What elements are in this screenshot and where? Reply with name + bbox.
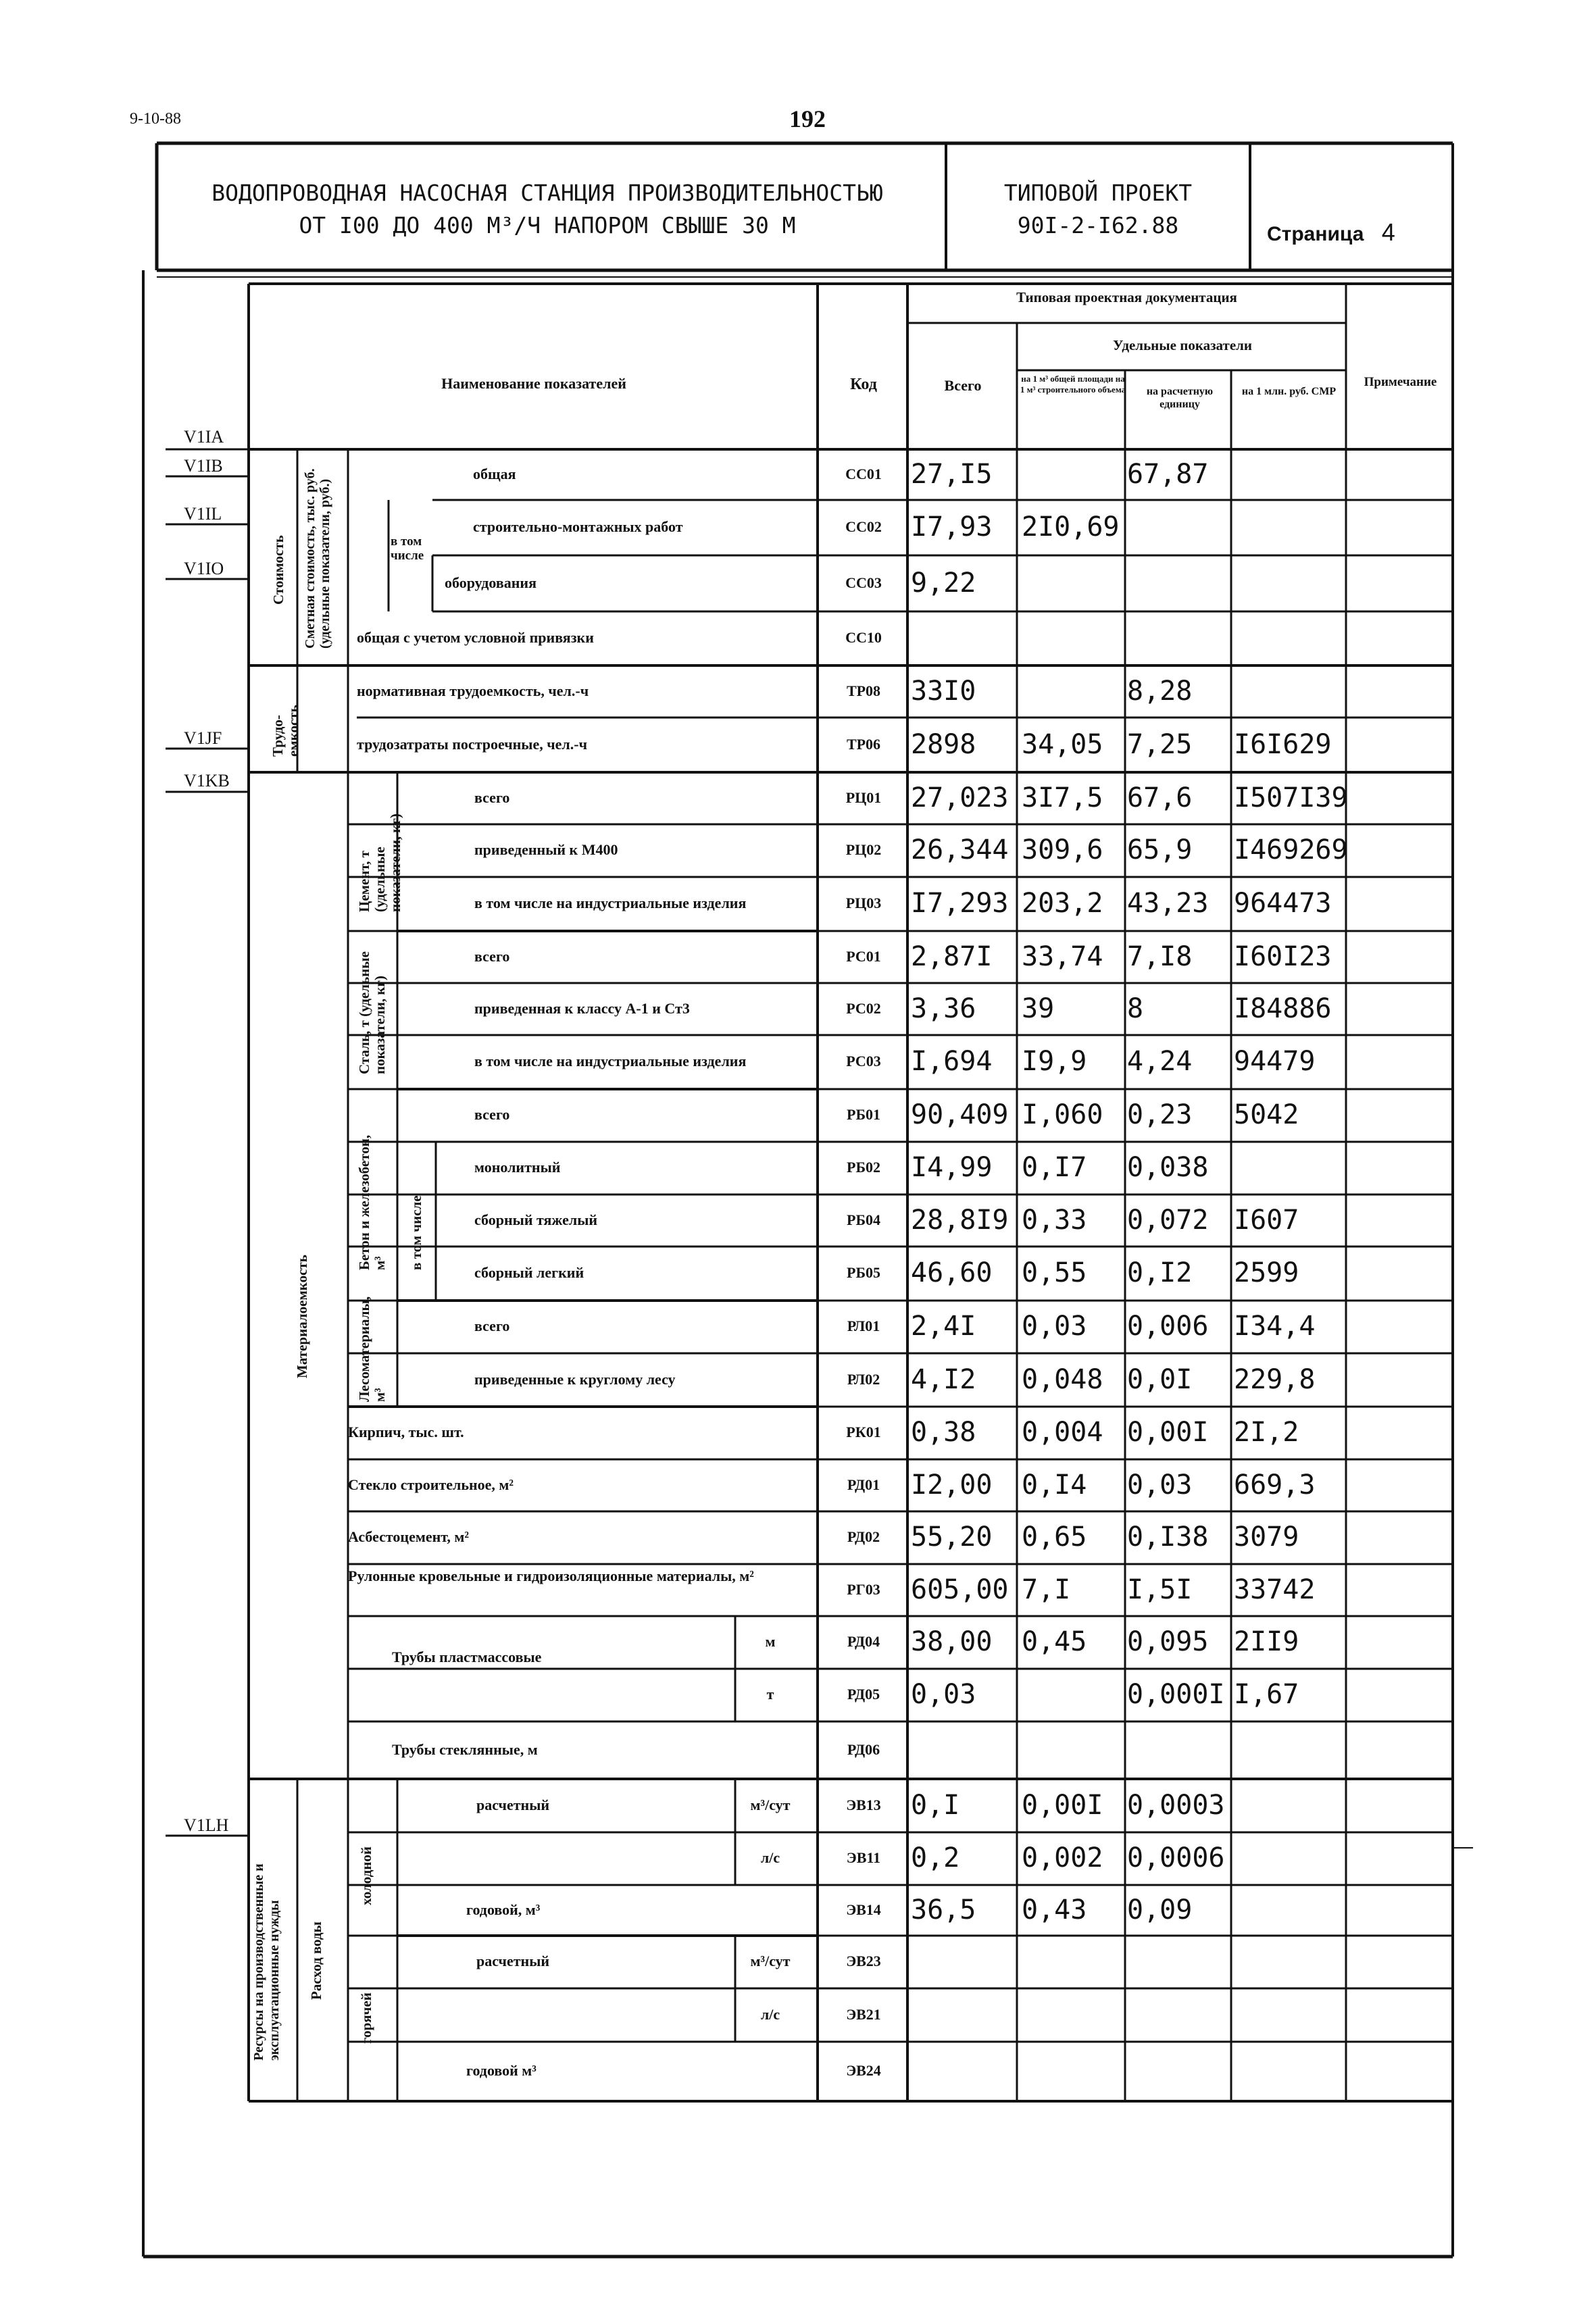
indicator-name: монолитный [474, 1159, 561, 1176]
indicator-code: РС01 [846, 947, 881, 965]
value-per-mln: I507I39 [1234, 782, 1348, 813]
value-per-m3: 3I7,5 [1022, 782, 1103, 813]
group-cold: холодной [358, 1846, 374, 1905]
value-per-mln: I84886 [1234, 992, 1332, 1024]
indicator-code: РД06 [847, 1740, 880, 1758]
title-line-2: ОТ I00 ДО 400 М³/Ч НАПОРОМ СВЫШЕ 30 М [299, 211, 796, 238]
title-line-1: ВОДОПРОВОДНАЯ НАСОСНАЯ СТАНЦИЯ ПРОИЗВОДИТЕЛЬНОСТЬЮ [211, 180, 883, 206]
header-typical-doc: Типовая проектная документация [1016, 289, 1237, 305]
indicator-name: Стекло строительное, м² [348, 1476, 514, 1493]
value-total: 2898 [911, 728, 976, 760]
header-per-unit: на расчетную единицу [1146, 386, 1214, 411]
indicator-name: сборный тяжелый [474, 1211, 598, 1228]
indicator-name: приведенный к М400 [474, 841, 618, 858]
header-code: Код [850, 376, 877, 393]
indicator-name: общая [473, 465, 516, 482]
value-total: 28,8I9 [911, 1204, 1009, 1236]
indicator-name: приведенные к круглому лесу [474, 1370, 676, 1388]
value-per-m3: I,060 [1022, 1099, 1103, 1130]
group-estimate-cost: Сметная стоимость, тыс. руб. (удельные показатели, руб.) [303, 468, 332, 649]
indicator-code: РД01 [847, 1476, 880, 1493]
value-per-m3: 39 [1022, 992, 1055, 1024]
in-that-label: в том числе [391, 534, 424, 563]
value-per-unit: 43,23 [1127, 888, 1209, 919]
group-timber: Лесоматериалы, м³ [356, 1296, 389, 1402]
indicator-code: СС03 [845, 574, 882, 591]
value-total: 9,22 [911, 567, 976, 599]
value-total: 3,36 [911, 992, 976, 1024]
value-total: 55,20 [911, 1521, 993, 1553]
project-block [949, 177, 1247, 242]
indicator-code: РК01 [846, 1424, 881, 1440]
value-total: 38,00 [911, 1626, 993, 1657]
value-total: 0,I [911, 1789, 960, 1821]
indicator-name: всего [474, 788, 510, 806]
group-concrete-in: в том числе [408, 1195, 424, 1270]
indicator-name: сборный легкий [474, 1264, 584, 1281]
side-code-v1il: V1IL [184, 504, 222, 524]
group-material: Материалоемкость [294, 1255, 310, 1378]
group-concrete: Бетон и железобетон, м³ [356, 1134, 389, 1270]
indicator-name: Трубы пластмассовые [392, 1649, 542, 1665]
indicator-code: РГ03 [847, 1580, 880, 1598]
value-per-unit: 7,I8 [1127, 940, 1193, 972]
indicator-name: годовой м³ [466, 2062, 537, 2079]
value-total: 36,5 [911, 1894, 976, 1926]
indicator-code: ЭВ24 [846, 2062, 881, 2079]
indicator-code: ЭВ21 [846, 2005, 881, 2023]
group-resources: Ресурсы на производственные и эксплуатационные нужды [251, 1863, 282, 2061]
header-note: Примечание [1364, 375, 1437, 389]
side-code-v1lh: V1LH [184, 1815, 229, 1835]
value-per-unit: 0,03 [1127, 1469, 1193, 1501]
value-per-unit: 8 [1127, 992, 1144, 1024]
value-per-m3: 0,004 [1022, 1417, 1103, 1448]
unit-label: м [765, 1633, 776, 1650]
indicator-name: общая с учетом условной привязки [357, 629, 594, 646]
value-total: 605,00 [911, 1574, 1009, 1605]
value-per-m3: 0,I4 [1022, 1469, 1087, 1501]
value-per-mln: 2599 [1234, 1257, 1299, 1288]
value-total: 0,03 [911, 1679, 976, 1710]
indicator-name: расчетный [476, 1796, 550, 1813]
value-total: I,694 [911, 1046, 993, 1077]
value-total: 0,2 [911, 1842, 960, 1873]
value-per-unit: I,5I [1127, 1574, 1193, 1605]
value-per-m3: 0,002 [1022, 1842, 1103, 1873]
value-total: 33I0 [911, 675, 976, 707]
value-per-unit: 0,0I [1127, 1363, 1193, 1395]
indicator-code: РЛ01 [847, 1317, 880, 1334]
header-total: Всего [944, 377, 982, 394]
value-per-m3: 0,03 [1022, 1311, 1087, 1342]
group-cement: Цемент, т (удельные показатели, кг) [356, 813, 404, 912]
value-per-mln: 94479 [1234, 1046, 1316, 1077]
value-per-unit: 0,23 [1127, 1099, 1193, 1130]
value-total: 0,38 [911, 1417, 976, 1448]
group-steel: Сталь, т (удельные показатели, кг) [356, 951, 389, 1074]
indicator-name: всего [474, 947, 510, 965]
indicator-code: РС03 [846, 1053, 881, 1070]
unit-label: л/с [760, 1849, 780, 1866]
indicator-name: оборудования [445, 574, 537, 591]
value-total: 27,023 [911, 782, 1009, 813]
value-per-mln: I469269 [1234, 834, 1348, 865]
indicator-code: РД02 [847, 1528, 880, 1545]
indicator-name: приведенная к классу А-1 и Ст3 [474, 999, 690, 1017]
side-code-v1jf: V1JF [184, 728, 222, 748]
value-per-mln: 964473 [1234, 888, 1332, 919]
value-per-unit: 0,000I [1127, 1679, 1225, 1710]
project-line-2: 90I-2-I62.88 [1017, 211, 1179, 238]
indicator-code: РЦ02 [845, 841, 882, 858]
value-per-mln: 3079 [1234, 1521, 1299, 1553]
indicator-code: ЭВ14 [846, 1901, 881, 1918]
value-per-m3: 0,45 [1022, 1626, 1087, 1657]
value-per-m3: 0,I7 [1022, 1152, 1087, 1183]
value-per-unit: 0,09 [1127, 1894, 1193, 1926]
page-label: Страница 4 [1267, 218, 1395, 246]
value-per-mln: 2I,2 [1234, 1417, 1299, 1448]
value-per-unit: 0,00I [1127, 1417, 1209, 1448]
unit-label: м³/сут [750, 1953, 791, 1969]
side-code-v1ib: V1IB [184, 456, 223, 476]
value-per-unit: 0,I38 [1127, 1521, 1209, 1553]
indicator-code: ТР08 [846, 682, 881, 699]
value-per-unit: 0,006 [1127, 1311, 1209, 1342]
header-indicators: Наименование показателей [441, 375, 626, 392]
value-total: 4,I2 [911, 1363, 976, 1395]
indicator-code: РБ01 [847, 1106, 880, 1123]
unit-label: л/с [760, 2005, 780, 2023]
value-per-mln: 5042 [1234, 1099, 1299, 1130]
indicator-name: в том числе на индустриальные изделия [474, 1053, 747, 1070]
value-per-unit: 0,0003 [1127, 1789, 1225, 1821]
indicator-name: нормативная трудоемкость, чел.-ч [357, 682, 589, 699]
value-per-m3: 0,43 [1022, 1894, 1087, 1926]
indicator-name: в том числе на индустриальные изделия [474, 895, 747, 911]
side-code-v1ia: V1IA [184, 427, 224, 447]
value-total: 27,I5 [911, 458, 993, 490]
header-specific: Удельные показатели [1112, 337, 1253, 353]
value-total: 46,60 [911, 1257, 993, 1288]
indicator-name: годовой, м³ [466, 1901, 541, 1918]
indicator-code: РЦ01 [845, 788, 882, 806]
side-code-v1io: V1IO [184, 559, 224, 578]
value-per-m3: 2I0,69 [1022, 511, 1120, 543]
indicator-name: Кирпич, тыс. шт. [348, 1424, 464, 1440]
group-water: Расход воды [308, 1921, 324, 2000]
value-per-unit: 0,038 [1127, 1152, 1209, 1183]
value-per-mln: I607 [1234, 1204, 1299, 1236]
group-hot: горячей [358, 1992, 374, 2044]
value-per-mln: I60I23 [1234, 940, 1332, 972]
indicator-name: трудозатраты построечные, чел.-ч [357, 735, 587, 753]
indicator-name: всего [474, 1317, 510, 1334]
value-per-m3: 0,048 [1022, 1363, 1103, 1395]
group-cost: Стоимость [270, 535, 286, 605]
indicator-code: ЭВ13 [846, 1796, 881, 1813]
title-block [169, 177, 926, 242]
indicator-name: всего [474, 1106, 510, 1123]
value-per-m3: 0,33 [1022, 1204, 1087, 1236]
value-per-mln: I34,4 [1234, 1311, 1316, 1342]
value-per-m3: 0,55 [1022, 1257, 1087, 1288]
value-total: 2,87I [911, 940, 993, 972]
value-per-unit: 7,25 [1127, 728, 1193, 760]
value-per-m3: 7,I [1022, 1574, 1071, 1605]
value-per-unit: 4,24 [1127, 1046, 1193, 1077]
header-per-mln: на 1 млн. руб. СМР [1241, 386, 1337, 397]
indicator-name: расчетный [476, 1953, 550, 1969]
value-per-m3: I9,9 [1022, 1046, 1087, 1077]
group-labor: Трудо-емкость [270, 705, 302, 757]
value-total: I7,93 [911, 511, 993, 543]
value-per-mln: 669,3 [1234, 1469, 1316, 1501]
header-per-m3: на 1 м³ общей площади на 1 м³ строительного объема [1020, 374, 1126, 395]
value-per-unit: 67,87 [1127, 458, 1209, 490]
project-line-1: ТИПОВОЙ ПРОЕКТ [1003, 180, 1193, 206]
value-per-unit: 65,9 [1127, 834, 1193, 865]
value-total: 90,409 [911, 1099, 1009, 1130]
value-per-m3: 0,00I [1022, 1789, 1103, 1821]
value-per-mln: 33742 [1234, 1574, 1316, 1605]
value-total: 26,344 [911, 834, 1009, 865]
value-per-m3: 309,6 [1022, 834, 1103, 865]
value-per-unit: 0,095 [1127, 1626, 1209, 1657]
indicator-code: РБ04 [847, 1211, 880, 1228]
doc-number: 9-10-88 [130, 110, 181, 128]
value-per-mln: 229,8 [1234, 1363, 1316, 1395]
side-code-v1kb: V1KB [184, 771, 230, 790]
unit-label: т [766, 1686, 774, 1703]
value-per-unit: 0,I2 [1127, 1257, 1193, 1288]
value-per-m3: 34,05 [1022, 728, 1103, 760]
value-per-mln: I,67 [1234, 1679, 1299, 1710]
value-per-m3: 203,2 [1022, 888, 1103, 919]
indicator-code: ЭВ23 [846, 1953, 881, 1969]
value-per-unit: 0,0006 [1127, 1842, 1225, 1873]
indicator-code: РД04 [847, 1633, 880, 1650]
value-per-m3: 33,74 [1022, 940, 1103, 972]
indicator-code: РС02 [846, 999, 881, 1017]
value-per-unit: 8,28 [1127, 675, 1193, 707]
indicator-code: ТР06 [846, 735, 881, 753]
indicator-code: СС02 [845, 518, 882, 535]
indicator-name: строительно-монтажных работ [473, 518, 683, 535]
value-per-m3: 0,65 [1022, 1521, 1087, 1553]
unit-label: м³/сут [750, 1796, 791, 1813]
indicator-name: Трубы стеклянные, м [392, 1740, 538, 1758]
value-per-mln: 2II9 [1234, 1626, 1299, 1657]
value-total: I4,99 [911, 1152, 993, 1183]
indicator-code: СС01 [845, 465, 882, 482]
indicator-code: РБ05 [847, 1264, 880, 1281]
value-per-mln: I6I629 [1234, 728, 1332, 760]
indicator-code: ЭВ11 [846, 1849, 881, 1866]
value-total: I2,00 [911, 1469, 993, 1501]
value-per-unit: 0,072 [1127, 1204, 1209, 1236]
indicator-code: РБ02 [847, 1159, 880, 1176]
value-total: I7,293 [911, 888, 1009, 919]
indicator-code: СС10 [845, 629, 882, 646]
value-per-unit: 67,6 [1127, 782, 1193, 813]
indicator-code: РЛ02 [847, 1370, 880, 1388]
value-total: 2,4I [911, 1311, 976, 1342]
page-number: 192 [789, 105, 826, 132]
indicator-name: Асбестоцемент, м² [348, 1528, 469, 1545]
indicator-code: РД05 [847, 1686, 880, 1703]
page-value: 4 [1381, 218, 1395, 246]
indicator-name: Рулонные кровельные и гидроизоляционные материалы, м² [348, 1567, 754, 1584]
indicator-code: РЦ03 [845, 895, 882, 911]
